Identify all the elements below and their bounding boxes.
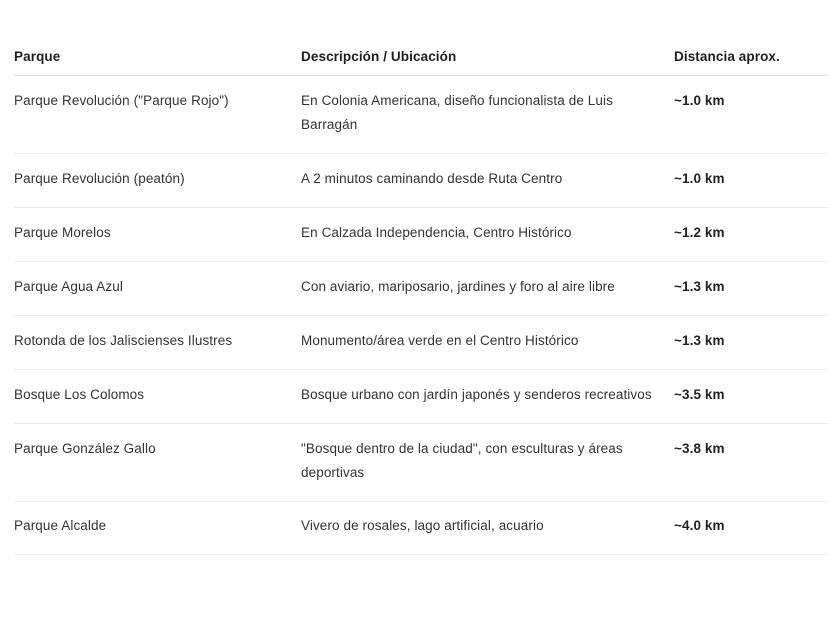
distance-cell: ~4.0 km — [674, 502, 828, 555]
bottom-fade — [0, 612, 840, 630]
distance-cell: ~1.3 km — [674, 316, 828, 370]
park-name-cell: Parque Agua Azul — [14, 262, 301, 316]
header-row — [14, 44, 828, 76]
park-name-cell: Bosque Los Colomos — [14, 370, 301, 424]
description-cell: En Calzada Independencia, Centro Histórico — [301, 208, 674, 262]
column-header-description: Descripción / Ubicación — [301, 44, 674, 76]
description-cell: A 2 minutos caminando desde Ruta Centro — [301, 154, 674, 208]
table-header — [14, 44, 828, 76]
park-name-cell: Rotonda de los Jaliscienses Ilustres — [14, 316, 301, 370]
table-row — [14, 502, 828, 555]
description-cell: Monumento/área verde en el Centro Histórico — [301, 316, 674, 370]
park-name-cell: Parque Revolución (peatón) — [14, 154, 301, 208]
park-name-cell: Parque Alcalde — [14, 502, 301, 555]
table-row — [14, 76, 828, 154]
description-cell: "Bosque dentro de la ciudad", con esculturas y áreas deportivas — [301, 424, 674, 502]
table-row — [14, 208, 828, 262]
table-row — [14, 262, 828, 316]
table-row — [14, 424, 828, 502]
park-name-cell: Parque Revolución ("Parque Rojo") — [14, 76, 301, 154]
parks-table-container — [14, 44, 828, 555]
table-row — [14, 370, 828, 424]
description-cell: Con aviario, mariposario, jardines y foro al aire libre — [301, 262, 674, 316]
description-cell: En Colonia Americana, diseño funcionalista de Luis Barragán — [301, 76, 674, 154]
column-header-park: Parque — [14, 44, 301, 76]
description-cell: Vivero de rosales, lago artificial, acuario — [301, 502, 674, 555]
park-name-cell: Parque Morelos — [14, 208, 301, 262]
distance-cell: ~1.0 km — [674, 76, 828, 154]
parks-table — [14, 44, 828, 555]
park-name-cell: Parque González Gallo — [14, 424, 301, 502]
table-row — [14, 154, 828, 208]
table-body — [14, 76, 828, 555]
distance-cell: ~3.8 km — [674, 424, 828, 502]
distance-cell: ~3.5 km — [674, 370, 828, 424]
distance-cell: ~1.2 km — [674, 208, 828, 262]
table-row — [14, 316, 828, 370]
distance-cell: ~1.0 km — [674, 154, 828, 208]
distance-cell: ~1.3 km — [674, 262, 828, 316]
description-cell: Bosque urbano con jardín japonés y senderos recreativos — [301, 370, 674, 424]
column-header-distance: Distancia aprox. — [674, 44, 828, 76]
